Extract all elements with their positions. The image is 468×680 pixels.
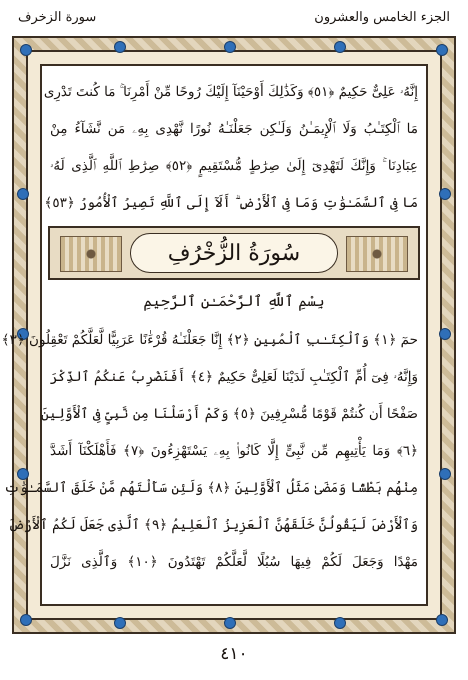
medallion-icon bbox=[20, 44, 32, 56]
medallion-icon bbox=[224, 41, 236, 53]
medallion-icon bbox=[114, 41, 126, 53]
verse-line: وَإِنَّهُۥ فِىٓ أُمِّ ٱلْكِتَـٰبِ لَدَيْنَا لَعَلِىٌّ حَكِيمٌ ﴿٤﴾ أَفَنَضْرِبُ عَنكُمُ ٱلذِّكْرَ bbox=[50, 369, 418, 385]
verses-top bbox=[43, 74, 418, 222]
page-number: ٤١٠ bbox=[220, 644, 248, 664]
medallion-icon bbox=[114, 617, 126, 629]
medallion-icon bbox=[436, 614, 448, 626]
arabesque-left-icon bbox=[60, 236, 122, 272]
verses-bottom bbox=[1, 322, 419, 581]
basmala: بِسْمِ ٱللَّهِ ٱلرَّحْمَـٰنِ ٱلرَّحِيمِ bbox=[143, 292, 325, 310]
arabesque-right-icon bbox=[346, 236, 408, 272]
page-header bbox=[18, 6, 450, 28]
surah-title: سُورَةُ الزُّخْرُفِ bbox=[130, 233, 338, 273]
verse-line: مَهْدًا وَجَعَلَ لَكُمْ فِيهَا سُبُلًا لَّعَلَّكُمْ تَهْتَدُونَ ﴿١٠﴾ وَٱلَّذِى نَزَّلَ bbox=[50, 554, 419, 570]
verse-line: ﴿٦﴾ وَمَا يَأْتِيهِم مِّن نَّبِىٍّ إِلَّا كَانُوا۟ بِهِۦ يَسْتَهْزِءُونَ ﴿٧﴾ فَأَهْلَكْنَآ أَشَدَّ bbox=[50, 443, 418, 459]
medallion-icon bbox=[436, 44, 448, 56]
verse-line: وَٱلْأَرْضَ لَيَقُولُنَّ خَلَقَهُنَّ ٱلْعَزِيزُ ٱلْعَلِيمُ ﴿٩﴾ ٱلَّذِى جَعَلَ لَكُمُ ٱلْأَرْضَ bbox=[8, 517, 418, 533]
medallion-icon bbox=[334, 41, 346, 53]
verse-line: مَا فِى ٱلسَّمَـٰوَٰتِ وَمَا فِى ٱلْأَرْضِ ۗ أَلَآ إِلَى ٱللَّهِ تَصِيرُ ٱلْأُمُورُ ﴿٥٣﴾ bbox=[44, 195, 418, 211]
surah-label: سورة الزخرف bbox=[18, 9, 97, 25]
verse-line: صَفْحًا أَن كُنتُمْ قَوْمًا مُّسْرِفِينَ ﴿٥﴾ وَكَمْ أَرْسَلْنَا مِن نَّبِىٍّ فِى ٱلْأَوَّلِينَ bbox=[40, 406, 418, 422]
verse-line: مَا ٱلْكِتَـٰبُ وَلَا ٱلْإِيمَـٰنُ وَلَـٰكِن جَعَلْنَـٰهُ نُورًا نَّهْدِى بِهِۦ مَن نَّشَآءُ مِنْ bbox=[50, 121, 418, 137]
verse-line: عِبَادِنَا ۚ وَإِنَّكَ لَتَهْدِىٓ إِلَىٰ صِرَٰطٍ مُّسْتَقِيمٍ ﴿٥٢﴾ صِرَٰطِ ٱللَّهِ ٱلَّذِى لَهُۥ bbox=[50, 158, 418, 174]
verse-line: إِنَّهُۥ عَلِىٌّ حَكِيمٌ ﴿٥١﴾ وَكَذَٰلِكَ أَوْحَيْنَآ إِلَيْكَ رُوحًا مِّنْ أَمْرِنَا ۚ مَا كُنتَ تَدْرِى bbox=[43, 84, 418, 100]
verse-line: حمٓ ﴿١﴾ وَٱلْكِتَـٰبِ ٱلْمُبِينِ ﴿٢﴾ إِنَّا جَعَلْنَـٰهُ قُرْءَٰنًا عَرَبِيًّا لَّعَلَّكُمْ تَعْقِلُونَ ﴿٣﴾ bbox=[1, 332, 418, 348]
verse-line: مِنْهُم بَطْشًا وَمَضَىٰ مَثَلُ ٱلْأَوَّلِينَ ﴿٨﴾ وَلَئِن سَأَلْتَهُم مَّنْ خَلَقَ ٱلسَّمَـٰوَٰتِ bbox=[3, 480, 418, 496]
medallion-icon bbox=[439, 188, 451, 200]
medallion-icon bbox=[224, 617, 236, 629]
medallion-icon bbox=[439, 468, 451, 480]
medallion-icon bbox=[20, 614, 32, 626]
surah-banner bbox=[48, 226, 420, 280]
medallion-icon bbox=[334, 617, 346, 629]
medallion-icon bbox=[439, 328, 451, 340]
juz-label: الجزء الخامس والعشرون bbox=[314, 9, 450, 25]
medallion-icon bbox=[17, 188, 29, 200]
text-panel bbox=[1, 64, 428, 606]
